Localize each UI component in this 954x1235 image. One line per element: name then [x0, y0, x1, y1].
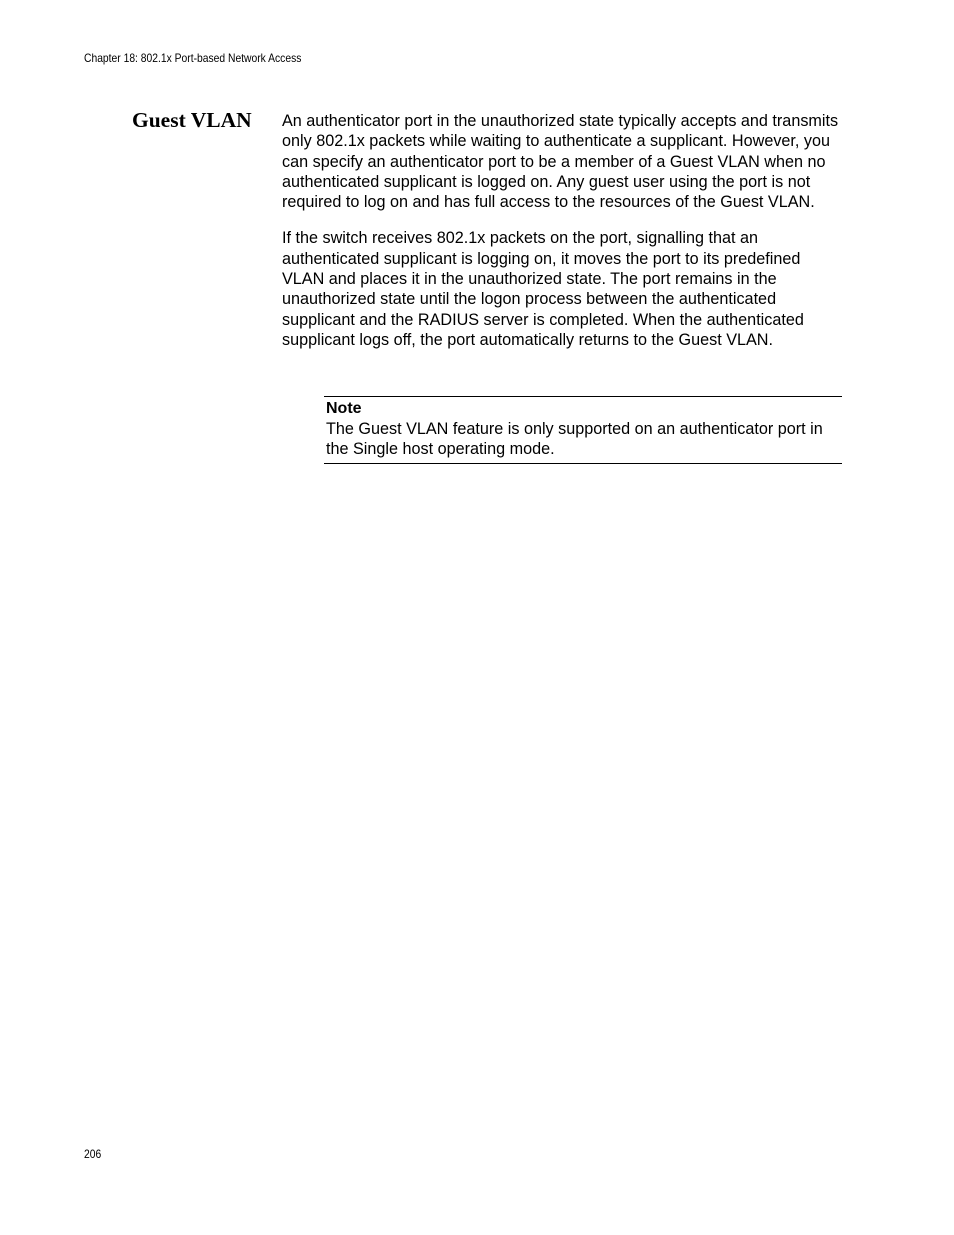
- running-header: Chapter 18: 802.1x Port-based Network Access: [84, 51, 302, 65]
- note-box: [324, 396, 842, 464]
- body-paragraph: An authenticator port in the unauthorized state typically accepts and transmits only 802.1x packets while waiting to authenticate a supplicant. However, you can specify an authenticator port to be a member of a Guest VLAN when no authenticated supplicant is logged on. Any guest user using the port is not required to log on and has full access to the resources of the Guest VLAN.: [282, 112, 839, 212]
- page-number: 206: [84, 1147, 102, 1161]
- section-heading: Guest VLAN: [132, 108, 252, 132]
- body-paragraph: If the switch receives 802.1x packets on the port, signalling that an authenticated supplicant is logging on, it moves the port to its predefined VLAN and places it in the unauthorized state. The port remains in the unauthorized state until the logon process between the authenticated supplicant and the RADIUS server is completed. When the authenticated supplicant logs off, the port automatically returns to the Guest VLAN.: [282, 229, 804, 349]
- section-body: [282, 111, 842, 366]
- note-title: Note: [326, 400, 362, 417]
- note-text: The Guest VLAN feature is only supported on an authenticator port in the Single host operating mode.: [326, 420, 823, 459]
